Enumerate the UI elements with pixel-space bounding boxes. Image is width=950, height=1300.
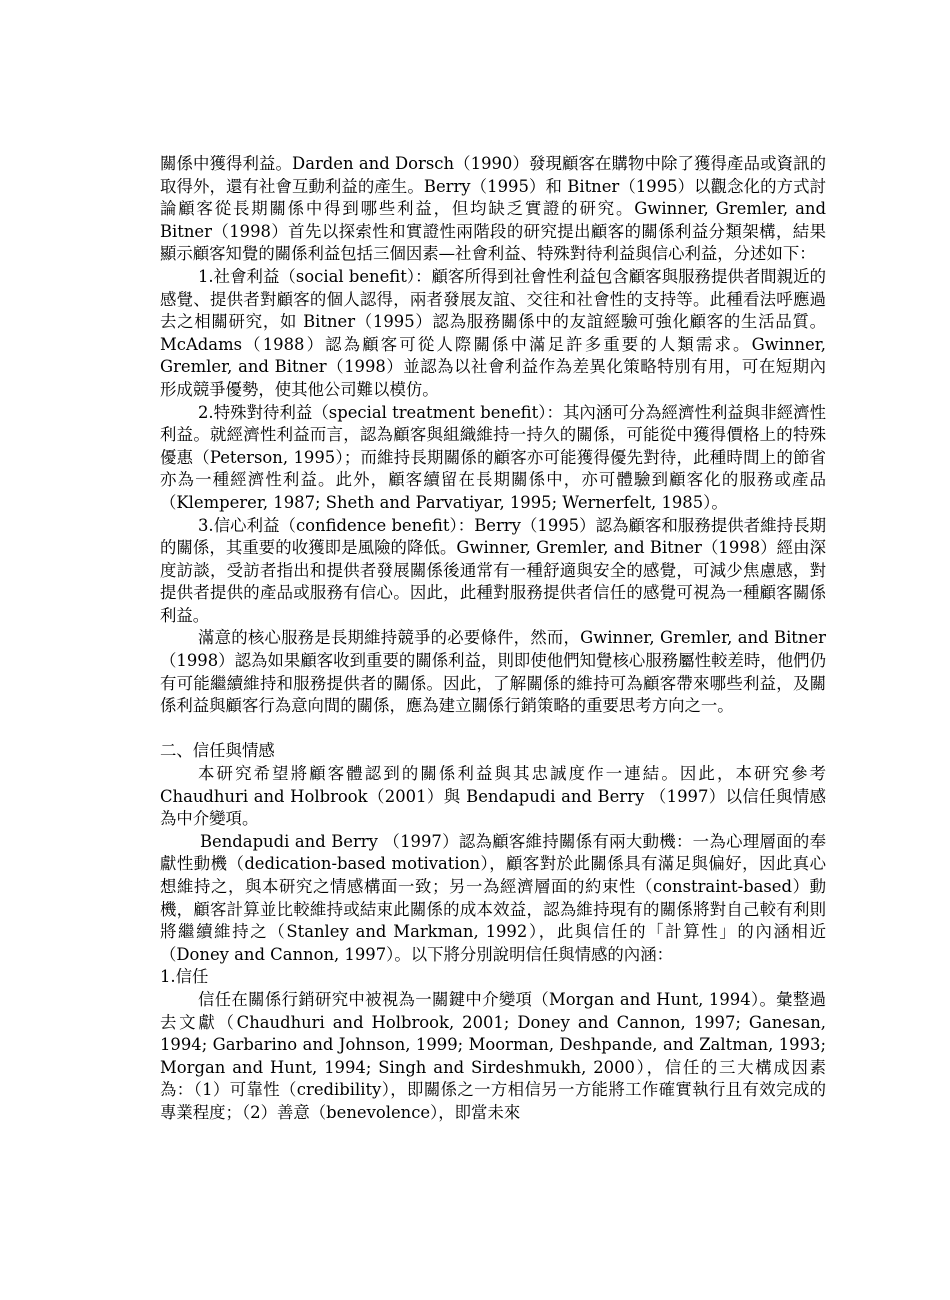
section-heading-trust-affect: 二、信任與情感 <box>160 741 275 761</box>
paragraph-confidence-benefit: 3.信心利益（confidence benefit）：Berry（1995）認為顧客和服務提供者維持長期的關係，其重要的收獲即是風險的降低。Gwinner, Gremler, and Bitner（1998）經由深度訪談，受訪者指出和提供者發展關係後通常有一種舒適與安全的感覺，可減少焦慮感，對提供者提供的產品或服務有信心。因此，此種對服務提供者信任的感覺可視為一種顧客關係利益。 <box>160 515 826 625</box>
paragraph-special-treatment-benefit: 2.特殊對待利益（special treatment benefit）：其內涵可分為經濟性利益與非經濟性利益。就經濟性利益而言，認為顧客與組織維持一持久的關係，可能從中獲得價格上的特殊優惠（Peterson, 1995）；而維持長期關係的顧客亦可能獲得優先對待，此種時間上的節省亦為一種經濟性利益。此外，顧客續留在長期關係中，亦可體驗到顧客化的服務或產品（Klemperer, 1987; Sheth and Parvatiyar, 1995; Wernerfelt, 1985）。 <box>160 402 826 512</box>
paragraph-core-service-satisfaction: 滿意的核心服務是長期維持競爭的必要條件，然而，Gwinner, Gremler, and Bitner（1998）認為如果顧客收到重要的關係利益，則即使他們知覺核心服務屬性較差時，他們仍有可能繼續維持和服務提供者的關係。因此，了解關係的維持可為顧客帶來哪些利益，及關係利益與顧客行為意向間的關係，應為建立關係行銷策略的重要思考方向之一。 <box>160 628 826 716</box>
paragraph-social-benefit: 1.社會利益（social benefit）：顧客所得到社會性利益包含顧客與服務提供者間親近的感覺、提供者對顧客的個人認得，兩者發展友誼、交往和社會性的支持等。此種看法呼應過去之相關研究，如 Bitner（1995）認為服務關係中的友誼經驗可強化顧客的生活品質。McAdams（1988）認為顧客可從人際關係中滿足許多重要的人類需求。Gwinner, Gremler, and Bitner（1998）並認為以社會利益作為差異化策略特別有用，可在短期內形成競爭優勢，使其他公司難以模仿。 <box>160 266 826 399</box>
paragraph-bendapudi-berry: Bendapudi and Berry （1997）認為顧客維持關係有兩大動機：一為心理層面的奉獻性動機（dedication-based motivation），顧客對於此關係具有滿足與偏好，因此真心想維持之，與本研究之情感構面一致；另一為經濟層面的約束性（constraint-based）動機，顧客計算並比較維持或結束此關係的成本效益，認為維持現有的關係將對自己較有利則將繼續維持之（Stanley and Markman, 1992），此與信任的「計算性」的內涵相近（Doney and Cannon, 1997）。以下將分別說明信任與情感的內涵： <box>160 831 826 964</box>
paragraph-trust-definition: 信任在關係行銷研究中被視為一關鍵中介變項（Morgan and Hunt, 1994）。彙整過去文獻（Chaudhuri and Holbrook, 2001; Doney and Cannon, 1997; Ganesan, 1994; Garbarino and Johnson, 1999; Moorman, Deshpande, and Zaltman, 1993; Morgan and Hunt, 1994; Singh and Sirdeshmukh, 2000），信任的三大構成因素為：（1）可靠性（credibility），即關係之一方相信另一方能將工作確實執行且有效完成的專業程度；（2）善意（benevolence），即當未來 <box>160 989 826 1122</box>
paragraph-research-link: 本研究希望將顧客體認到的關係利益與其忠誠度作一連結。因此，本研究參考 Chaudhuri and Holbrook（2001）與 Bendapudi and Berry （1997）以信任與情感為中介變項。 <box>160 764 826 829</box>
paragraph-relationship-benefits-intro: 關係中獲得利益。Darden and Dorsch（1990）發現顧客在購物中除了獲得產品或資訊的取得外，還有社會互動利益的產生。Berry（1995）和 Bitner（1995）以觀念化的方式討論顧客從長期關係中得到哪些利益，但均缺乏實證的研究。Gwinner, Gremler, and Bitner（1998）首先以探索性和實證性兩階段的研究提出顧客的關係利益分類架構，結果顯示顧客知覺的關係利益包括三個因素—社會利益、特殊對待利益與信心利益，分述如下： <box>160 154 826 264</box>
subsection-heading-trust: 1.信任 <box>160 967 209 987</box>
paragraph-spacer <box>160 718 826 741</box>
document-page <box>160 153 826 1125</box>
